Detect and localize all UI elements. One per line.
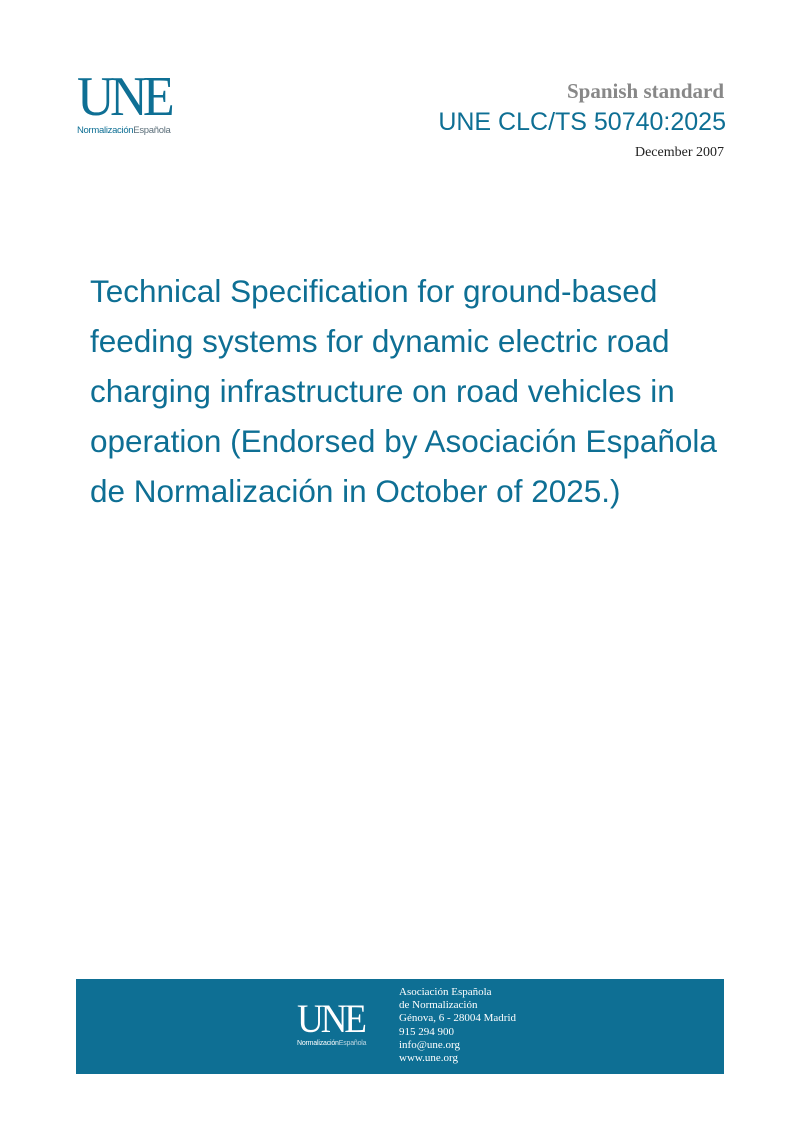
standard-code: UNE CLC/TS 50740:2025 <box>438 108 726 136</box>
footer-phone: 915 294 900 <box>399 1025 454 1038</box>
footer-logo-sub-primary: Normalización <box>297 1040 339 1047</box>
une-logo-mark: UNE <box>77 66 171 128</box>
standard-label: Spanish standard <box>567 79 724 103</box>
logo-sub-secondary: Española <box>133 125 171 136</box>
document-title: Technical Specification for ground-based feeding systems for dynamic electric road charging infrastructure on road vehicles in operation (Endorsed by Asociación Española de Normalización in October of 2025.) <box>90 273 717 509</box>
standard-header <box>438 78 724 162</box>
footer-une-logo <box>297 996 387 1048</box>
footer-band <box>76 979 724 1074</box>
footer-contact-info <box>399 986 516 1065</box>
logo-sub-primary: Normalización <box>77 125 134 136</box>
une-logo <box>77 66 197 136</box>
footer-website: www.une.org <box>399 1052 458 1065</box>
standard-date: December 2007 <box>634 145 724 160</box>
footer-org-name-line2: de Normalización <box>399 999 478 1012</box>
footer-email: info@une.org <box>399 1038 460 1051</box>
footer-logo-mark: UNE <box>297 996 364 1041</box>
footer-address: Génova, 6 - 28004 Madrid <box>399 1012 517 1025</box>
footer-org-name-line1: Asociación Española <box>399 986 492 998</box>
footer-logo-sub-secondary: Española <box>338 1040 367 1047</box>
footer-logo-subtitle <box>297 1040 387 1048</box>
